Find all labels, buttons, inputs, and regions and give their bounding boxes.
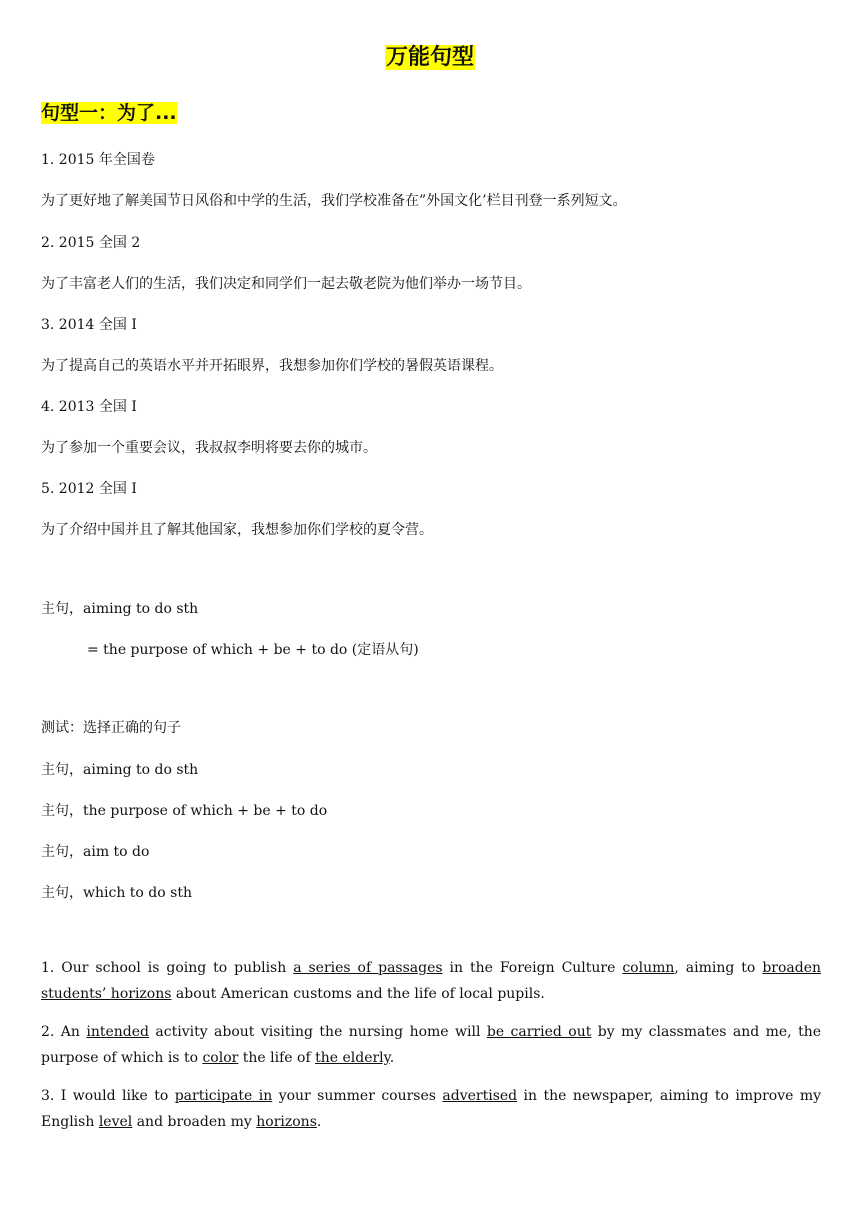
answer-sentence-3: 3. I would like to participate in your summer courses advertised in the newspaper, aiming to improve my English level and broaden my horizons. (41, 1088, 821, 1130)
underlined-phrase: color (202, 1050, 239, 1066)
example-text: 为了更好地了解美国节日风俗和中学的生活，我们学校准备在”外国文化’栏目刊登一系列短文。 (41, 193, 627, 209)
example-text: 为了提高自己的英语水平并开拓眼界，我想参加你们学校的暑假英语课程。 (41, 358, 503, 374)
underlined-phrase: the elderly (315, 1050, 390, 1066)
example-label: 1. 2015 年全国卷 (41, 152, 155, 168)
example-label: 3. 2014 全国 I (41, 317, 137, 333)
example-text: 为了参加一个重要会议，我叔叔李明将要去你的城市。 (41, 440, 377, 456)
pattern-main: 主句，aiming to do sth (41, 601, 199, 617)
underlined-phrase: broaden students’ horizons (41, 960, 822, 1002)
underlined-phrase: participate in (174, 1088, 273, 1104)
underlined-phrase: intended (86, 1024, 149, 1040)
underlined-phrase: level (98, 1114, 133, 1130)
test-option: 主句，the purpose of which + be + to do (41, 803, 328, 819)
example-label: 2. 2015 全国 2 (41, 235, 141, 251)
test-title: 测试：选择正确的句子 (41, 720, 181, 736)
answer-sentence-1: 1. Our school is going to publish a series of passages in the Foreign Culture column, aiming to broaden students’ horizons about American customs and the life of local pupils. (41, 960, 822, 1002)
test-option: 主句，aiming to do sth (41, 762, 199, 778)
test-option: 主句，aim to do (41, 844, 150, 860)
pattern-alt: = the purpose of which + be + to do (定语从句) (87, 642, 419, 658)
example-text: 为了丰富老人们的生活，我们决定和同学们一起去敬老院为他们举办一场节目。 (41, 276, 531, 292)
answer-sentence-2: 2. An intended activity about visiting the nursing home will be carried out by my classmates and me, the purpose of which is to color the life of the elderly. (41, 1024, 821, 1066)
example-label: 5. 2012 全国 I (41, 481, 137, 497)
example-text: 为了介绍中国并且了解其他国家，我想参加你们学校的夏令营。 (41, 522, 433, 538)
document-title: 万能句型 (385, 45, 474, 70)
underlined-phrase: be carried out (486, 1024, 592, 1040)
test-option: 主句，which to do sth (41, 885, 192, 901)
underlined-phrase: column (622, 960, 675, 976)
example-label: 4. 2013 全国 I (41, 399, 137, 415)
underlined-phrase: horizons (256, 1114, 317, 1130)
underlined-phrase: advertised (442, 1088, 518, 1104)
section-heading: 句型一：为了... (41, 102, 177, 124)
underlined-phrase: a series of passages (293, 960, 443, 976)
